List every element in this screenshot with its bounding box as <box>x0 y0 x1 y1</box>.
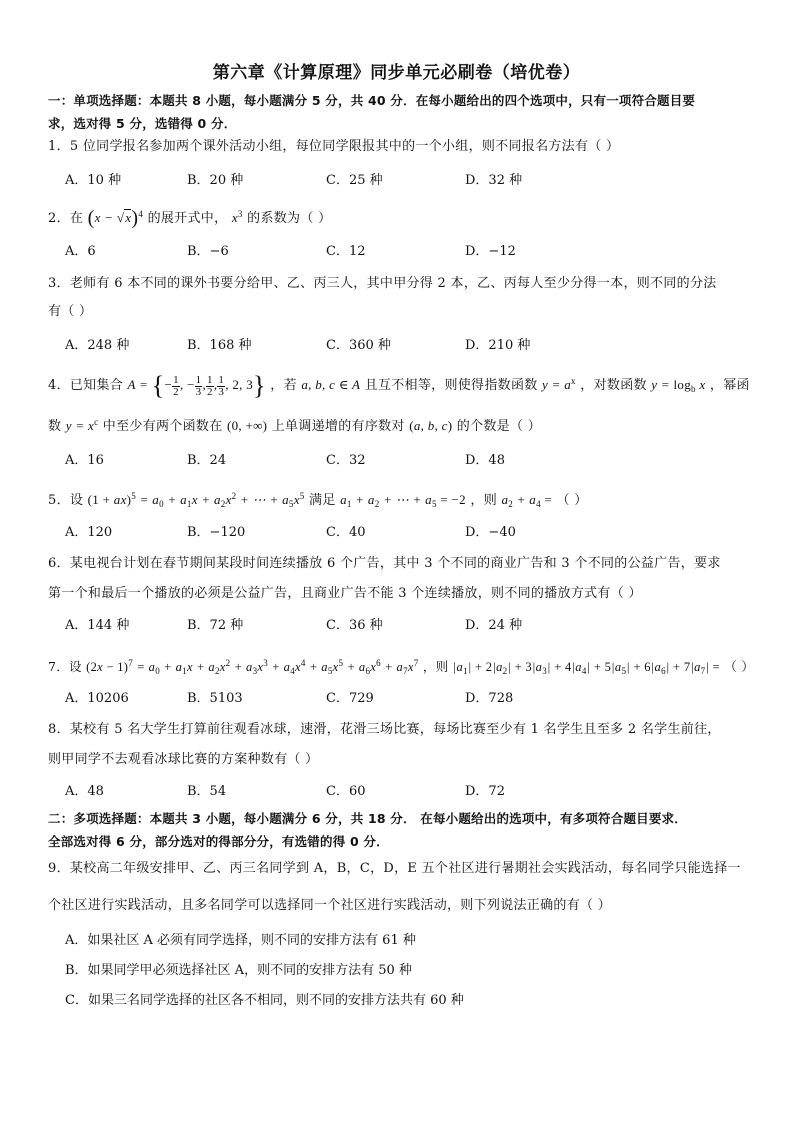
question-4-mid-4: ，幂函 <box>709 378 750 393</box>
question-4-line-2d: 的个数是（ ） <box>456 419 542 434</box>
question-7-target: $|a_1| + 2|a_2| + 3|a_3| + 4|a_4| + 5|a_5| + 6|a_6| + 7|a_7|$ = <box>452 660 721 676</box>
question-7-option-c: C．729 <box>326 691 374 706</box>
question-4-membership: a, b, c ∈ A <box>301 377 361 392</box>
question-6-line-2: 第一个和最后一个播放的必须是公益广告，且商业广告不能 3 个连续播放，则不同的播放方式有（ ） <box>48 586 642 601</box>
section-1-line-2: 求，选对得 5 分，选错得 0 分． <box>48 116 237 131</box>
question-2-suffix: 的展开式中， <box>147 211 228 226</box>
question-5-text <box>48 487 588 513</box>
question-2-option-c: C．12 <box>326 244 366 259</box>
question-8-option-b: B．54 <box>187 784 227 799</box>
question-7-mid: ，则 <box>422 659 449 674</box>
question-4-line-2b: 中至少有两个函数在 <box>102 419 223 434</box>
question-6-option-b: B．72 种 <box>187 618 244 633</box>
question-8-option-c: C．60 <box>326 784 366 799</box>
question-2-option-d: D．−12 <box>465 244 516 259</box>
question-3-option-c: C．360 种 <box>326 338 391 353</box>
question-4-exp-function: $y = a^x$ <box>542 376 576 392</box>
question-9-option-a: A．如果社区 A 必须有同学选择，则不同的安排方法有 61 种 <box>65 933 416 948</box>
question-8-option-d: D．72 <box>465 784 505 799</box>
question-4-set-formula: A = {− $\frac{1}{2}$ , − $\frac{1}{3}$ , $\frac{1}{2}$ , $\frac{1}{3}$ , 2, 3} <box>127 371 266 401</box>
question-3-option-b: B．168 种 <box>187 338 252 353</box>
question-4-line-2c: 上单调递增的有序数对 <box>271 419 405 434</box>
question-9-option-b: B．如果同学甲必须选择社区 A，则不同的安排方法有 50 种 <box>65 963 412 978</box>
question-1-option-b: B．20 种 <box>187 173 244 188</box>
question-3-line-1: 3．老师有 6 本不同的课外书要分给甲、乙、丙三人，其中甲分得 2 本，乙、丙每人至少分得一本，则不同的分法 <box>48 276 717 291</box>
question-5-mid-2: ，则 <box>470 493 498 508</box>
question-1-option-d: D．32 种 <box>465 173 523 188</box>
question-4-power-function: $y = x^c$ <box>65 417 99 433</box>
question-4-prefix: 4．已知集合 <box>48 378 124 393</box>
question-4-line-2 <box>48 413 541 436</box>
section-1-line-1: 一：单项选择题：本题共 8 小题，每小题满分 5 分，共 40 分．在每小题给出的四个选项中，只有一项符合题目要 <box>48 93 696 108</box>
section-2-header <box>48 807 748 853</box>
question-4-option-b: B．24 <box>187 453 227 468</box>
question-8-option-a: A．48 <box>65 784 104 799</box>
question-4-triple: (a, b, c) <box>409 418 453 433</box>
question-5-target: $a_2 + a_4$ = <box>501 492 553 509</box>
question-5-option-b: B．−120 <box>187 525 246 540</box>
section-2-line-2: 全部选对得 6 分，部分选对的得部分分，有选错的得 0 分． <box>48 834 389 849</box>
question-8-line-1: 8．某校有 5 名大学生打算前往观看冰球，速滑，花滑三场比赛，每场比赛至少有 1 名学生且至多 2 名学生前往， <box>48 722 721 737</box>
question-2-term: $x^3$ <box>231 209 243 225</box>
question-3-option-a: A．248 种 <box>65 338 130 353</box>
question-5-condition: $a_1 + a_2$ + ⋯ + $a_5 = -2$ <box>340 492 466 509</box>
question-4-line-1 <box>48 371 750 401</box>
question-7-tail: （ ） <box>724 659 755 674</box>
question-6-option-a: A．144 种 <box>65 618 130 633</box>
question-2-option-a: A．6 <box>65 244 96 259</box>
question-2-tail: 的系数为（ ） <box>247 211 332 226</box>
question-4-option-c: C．32 <box>326 453 366 468</box>
question-1-text: 1．5 位同学报名参加两个课外活动小组，每位同学限报其中的一个小组，则不同报名方法有（ ） <box>48 139 620 154</box>
question-4-option-d: D．48 <box>465 453 505 468</box>
page-title: 第六章《计算原理》同步单元必刷卷（培优卷） <box>212 63 581 83</box>
question-3-option-d: D．210 种 <box>465 338 531 353</box>
question-4-interval: (0, +∞) <box>226 418 268 433</box>
question-7-option-d: D．728 <box>465 691 514 706</box>
question-9-line-2: 个社区进行实践活动，且多名同学可以选择同一个社区进行实践活动，则下列说法正确的有（ ） <box>48 898 612 913</box>
question-4-log-function: $y = \log_b x$ <box>651 377 706 394</box>
question-5-tail: （ ） <box>556 493 588 508</box>
question-6-option-d: D．24 种 <box>465 618 523 633</box>
question-2-binomial-formula: $(x - √x)^4$ <box>87 207 144 229</box>
question-8-line-2: 则甲同学不去观看冰球比赛的方案种数有（ ） <box>48 752 319 767</box>
question-3-line-2: 有（ ） <box>48 304 93 319</box>
question-7-expansion: $(2x - 1)^7 = a_0 + a_1x + a_2x^2 + a_3x^3 + a_4x^4 + a_5x^5 + a_6x^6 + a_7x^7$ <box>86 658 419 676</box>
question-4-option-a: A．16 <box>65 453 104 468</box>
question-4-mid-2: 且互不相等，则使得指数函数 <box>364 378 538 393</box>
question-5-mid: 满足 <box>309 493 336 508</box>
section-1-header <box>48 89 748 135</box>
question-6-line-1: 6．某电视台计划在春节期间某段时间连续播放 6 个广告，其中 3 个不同的商业广告和 3 个不同的公益广告，要求 <box>48 556 721 571</box>
question-2-prefix: 2．在 <box>48 211 84 226</box>
question-2-option-b: B．−6 <box>187 244 229 259</box>
question-4-line-2a: 数 <box>48 419 62 434</box>
question-7-option-a: A．10206 <box>65 691 129 706</box>
section-2-line-1: 二：多项选择题：本题共 3 小题，每小题满分 6 分，共 18 分． 在每小题给出的选项中，有多项符合题目要求． <box>48 811 687 826</box>
question-6-option-c: C．36 种 <box>326 618 383 633</box>
question-5-prefix: 5．设 <box>48 493 84 508</box>
question-1-option-a: A．10 种 <box>65 173 122 188</box>
question-4-mid-1: ，若 <box>270 378 297 393</box>
question-4-mid-3: ，对数函数 <box>580 378 647 393</box>
question-2-text <box>48 205 331 228</box>
question-5-option-d: D．−40 <box>465 525 516 540</box>
question-7-prefix: 7．设 <box>48 659 82 674</box>
question-9-option-c: C．如果三名同学选择的社区各不相同，则不同的安排方法共有 60 种 <box>65 993 464 1008</box>
question-5-option-a: A．120 <box>65 525 113 540</box>
question-7-option-b: B．5103 <box>187 691 243 706</box>
question-5-expansion: $(1 + ax)^5 = a_0 + a_1x + a_2x^2$ + ⋯ + $a_5x^5$ <box>87 491 305 509</box>
question-9-line-1: 9．某校高二年级安排甲、乙、丙三名同学到 A，B，C，D，E 五个社区进行暑期社会实践活动，每名同学只能选择一 <box>48 861 741 876</box>
question-7-text <box>48 654 754 680</box>
question-1-option-c: C．25 种 <box>326 173 383 188</box>
question-5-option-c: C．40 <box>326 525 366 540</box>
